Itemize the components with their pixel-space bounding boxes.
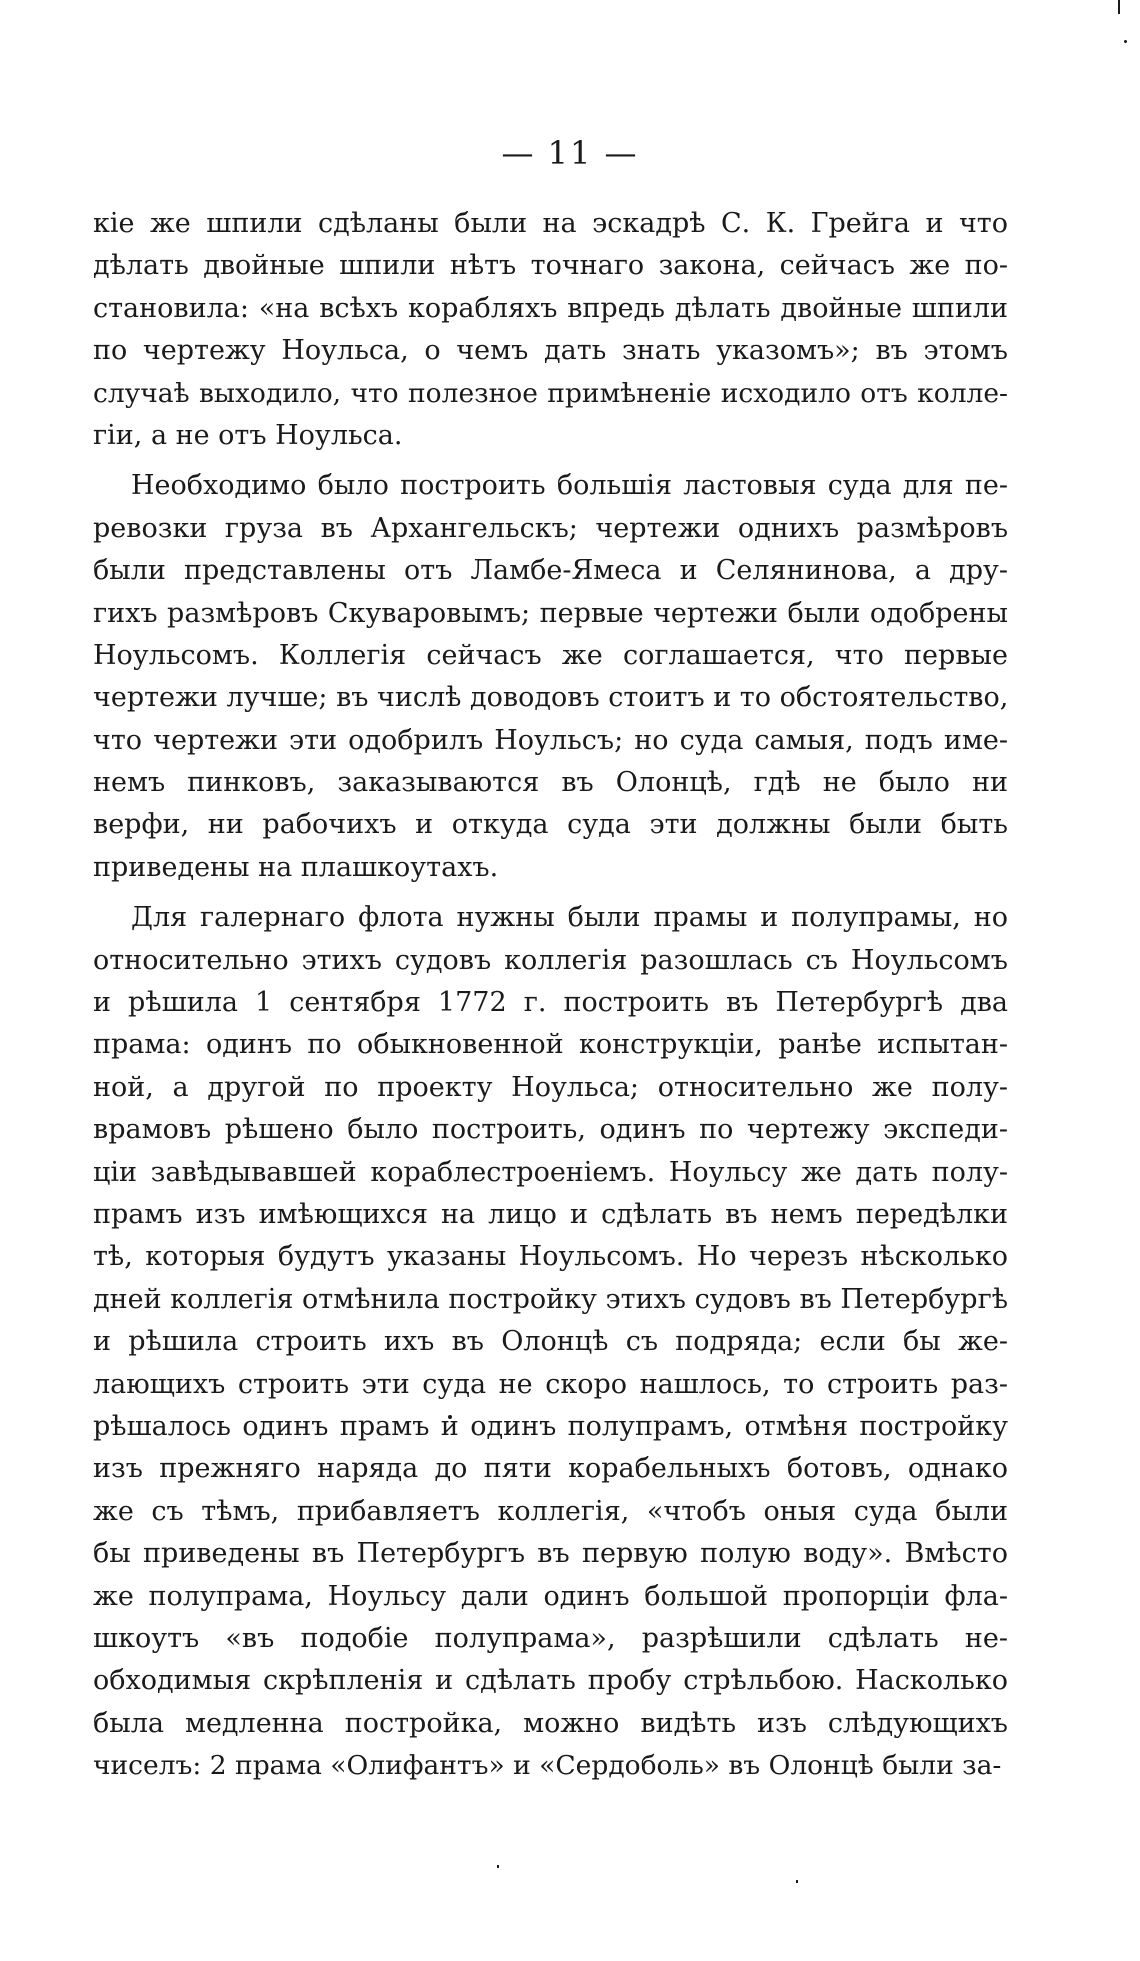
text-line: прама: одинъ по обыкновенной конструкціи, ранѣе испытан- [93,1029,1008,1061]
text-line: дней коллегія отмѣнила постройку этихъ судовъ въ Петербургѣ [93,1283,1008,1315]
text-line: кіе же шпили сдѣланы были на эскадрѣ С. К. Грейга и что [93,208,1008,239]
text-line: что чертежи эти одобрилъ Ноульсъ; но суда самыя, подъ име- [93,724,1008,756]
text-line: по чертежу Ноульса, о чемъ дать знать указомъ»; въ этомъ [93,335,1008,367]
text-line: немъ пинковъ, заказываются въ Олонцѣ, гдѣ не было ни [93,767,1008,799]
paragraph-2 [93,465,1008,889]
text-line: были представлены отъ Ламбе-Ямеса и Селянинова, а дру- [93,555,1008,587]
text-line: врамовъ рѣшено было построить, одинъ по чертежу экспеди- [93,1114,1008,1146]
text-line: была медленна постройка, можно видѣть изъ слѣдующихъ [93,1707,1008,1739]
text-line: гіи, а не отъ Ноульса. [93,419,403,451]
scan-speck-top-right [1118,0,1120,14]
text-line: ціи завѣдывавшей кораблестроеніемъ. Ноульсу же дать полу- [93,1156,1008,1188]
text-line: же полупрама, Ноульсу дали одинъ большой пропорціи фла- [93,1580,1008,1612]
paragraph-3 [93,897,1008,1787]
text-line: же съ тѣмъ, прибавляетъ коллегія, «чтобъ оныя суда были [93,1495,1008,1527]
text-line: чертежи лучше; въ числѣ доводовъ стоитъ и то обстоятельство, [93,682,1008,714]
text-line: случаѣ выходило, что полезное примѣненіе исходило отъ колле- [93,377,1008,409]
text-line: тѣ, которыя будутъ указаны Ноульсомъ. Но черезъ нѣсколько [93,1241,1008,1273]
text-line: становила: «на всѣхъ корабляхъ впредь дѣлать двойные шпили [93,292,1008,324]
text-line: дѣлать двойные шпили нѣтъ точнаго закона, сейчасъ же по- [93,250,1008,282]
text-line: бы приведены въ Петербургъ въ первую полую воду». Вмѣсто [93,1538,1008,1570]
text-line: приведены на плашкоутахъ. [93,851,499,883]
text-line: Ноульсомъ. Коллегія сейчасъ же соглашается, что первые [93,639,1008,671]
text-line: чиселъ: 2 прама «Олифантъ» и «Сердоболь» въ Олонцѣ были за- [93,1750,1002,1782]
scan-dot-top-right [1124,40,1127,43]
scan-dot-bottom-right [796,1880,798,1883]
text-line: и рѣшила строить ихъ въ Олонцѣ съ подряда; если бы же- [93,1326,1008,1358]
text-line: изъ прежняго наряда до пяти корабельныхъ ботовъ, однако [93,1453,1008,1485]
text-line: ревозки груза въ Архангельскъ; чертежи однихъ размѣровъ [93,512,1008,544]
text-line: прамъ изъ имѣющихся на лицо и сдѣлать въ немъ передѣлки [93,1198,1008,1230]
text-line: обходимыя скрѣпленія и сдѣлать пробу стрѣльбою. Насколько [93,1665,1008,1697]
text-line: лающихъ строить эти суда не скоро нашлось, то строить раз- [93,1368,1008,1400]
body-text [93,203,1008,1787]
paragraph-1 [93,203,1008,457]
text-line: относительно этихъ судовъ коллегія разошлась съ Ноульсомъ [93,944,1008,976]
text-line: гихъ размѣровъ Скуваровымъ; первые чертежи были одобрены [93,597,1008,629]
text-line: шкоутъ «въ подобіе полупрама», разрѣшили сдѣлать не- [93,1622,1008,1654]
text-line: Необходимо было построить большія ластовыя суда для пе- [131,470,1008,502]
scan-dot-bottom-left [497,1865,499,1868]
text-line: ной, а другой по проекту Ноульса; относительно же полу- [93,1071,1008,1103]
page-number: — 11 — [501,134,639,172]
text-line: Для галернаго флота нужны были прамы и полупрамы, но [131,902,1008,934]
text-line: и рѣшила 1 сентября 1772 г. построить въ Петербургѣ два [93,987,1008,1019]
text-line: верфи, ни рабочихъ и откуда суда эти должны были быть [93,809,1008,841]
text-line: рѣшалось одинъ прамъ и одинъ полупрамъ, отмѣня постройку [93,1410,1008,1442]
